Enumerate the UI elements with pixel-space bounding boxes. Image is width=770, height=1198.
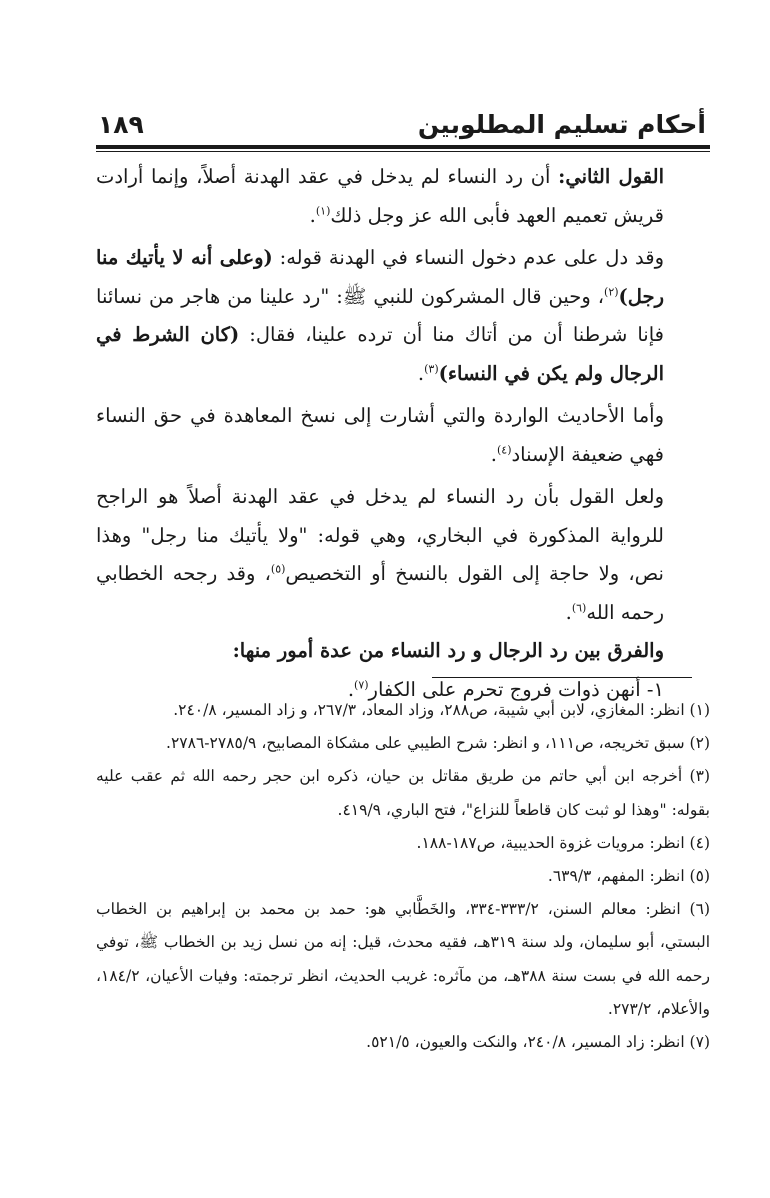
list-item-1: ١- أنهن ذوات فروج تحرم على الكفار$^{(٧)}$. <box>347 677 664 701</box>
differences-heading: والفرق بين رد الرجال و رد النساء من عدة أمور منها: <box>232 639 664 662</box>
footnote-separator <box>432 677 692 678</box>
footnote-2: (٢) سبق تخريجه، ص١١١، و انظر: شرح الطيبي على مشكاة المصابيح، ٢٧٨٥/٩-٢٧٨٦. <box>166 734 710 753</box>
paragraph-1: القول الثاني: أن رد النساء لم يدخل في عقد الهدنة أصلاً، وإنما أرادت قريش تعميم العهد فأبى الله عز وجل ذلك$^{(١)}$. <box>96 165 664 227</box>
paragraph-2: وقد دل على عدم دخول النساء في الهدنة قوله: (وعلى أنه لا يأتيك منا رجل)$^{(٢)}$، وحين قال المشركون للنبي ﷺ: "رد علينا من هاجر من نسائنا فإنا شرطنا أن من أتاك منا أن ترده علينا، فقال: (كان الشرط في الرجال ولم يكن في النساء)$^{(٣)}$. <box>96 246 665 385</box>
footnote-ref-2: (٢) <box>604 285 619 298</box>
paragraph-2-text: وقد دل على عدم دخول النساء في الهدنة قوله: <box>272 246 665 269</box>
header-rule-thick <box>96 145 710 149</box>
footnote-ref-4: (٤) <box>496 443 512 456</box>
paragraph-4-text-2: ، وقد رجحه الخطابي رحمه الله <box>96 562 664 624</box>
page-number: ١٨٩ <box>98 110 144 139</box>
footnote-ref-3: (٣) <box>424 362 439 375</box>
footnote-6: (٦) انظر: معالم السنن، ٣٣٣/٢-٣٣٤، والخَطَّابي هو: حمد بن محمد بن إبراهيم بن الخطاب البستي، أبو سليمان، ولد سنة ٣١٩هـ، فقيه محدث، قيل: إنه من نسل زيد بن الخطاب ﷺ، توفي رحمه الله في بست سنة ٣٨٨هـ، من مآثره: غريب الحديث، انظر ترجمته: وفيات الأعيان، ١٨٤/٢، والأعلام، ٢٧٣/٢. <box>96 900 710 1018</box>
main-text <box>96 158 710 709</box>
footnote-3: (٣) أخرجه ابن أبي حاتم من طريق مقاتل بن حيان، ذكره ابن حجر رحمه الله ثم عقب عليه بقوله: "وهذا لو ثبت كان قاطعاً للنزاع"، فتح الباري، ٤١٩/٩. <box>96 767 710 819</box>
footnote-ref-6: (٦) <box>571 601 587 614</box>
paragraph-4: ولعل القول بأن رد النساء لم يدخل في عقد الهدنة أصلاً هو الراجح للرواية المذكورة في البخاري، وهي قوله: "ولا يأتيك منا رجل" وهذا نص، ولا حاجة إلى القول بالنسخ أو التخصيص$^{(٥)}$، وقد رجحه الخطابي رحمه الله$^{(٦)}$. <box>96 485 664 624</box>
footnote-4: (٤) انظر: مرويات غزوة الحديبية، ص١٨٧-١٨٨. <box>416 833 710 852</box>
second-opinion-label: القول الثاني: <box>558 165 664 188</box>
paragraph-3: وأما الأحاديث الواردة والتي أشارت إلى نسخ المعاهدة في حق النساء فهي ضعيفة الإسناد$^{(٤)}$. <box>96 404 664 466</box>
paragraph-3-text: وأما الأحاديث الواردة والتي أشارت إلى نسخ المعاهدة في حق النساء فهي ضعيفة الإسناد <box>96 404 664 466</box>
footnote-ref-1: (١) <box>315 204 331 217</box>
hadith-quote-2: (كان الشرط في الرجال ولم يكن في النساء) <box>96 323 664 385</box>
footnote-5: (٥) انظر: المفهم، ٦٣٩/٣. <box>547 867 710 886</box>
paragraph-1-text: أن رد النساء لم يدخل في عقد الهدنة أصلاً، وإنما أرادت قريش تعميم العهد فأبى الله عز وجل ذلك <box>96 165 664 227</box>
page-header <box>98 108 706 144</box>
footnotes <box>96 694 710 1059</box>
running-title: أحكام تسليم المطلوبين <box>417 110 706 139</box>
footnote-7: (٧) انظر: زاد المسير، ٢٤٠/٨، والنكت والعيون، ٥٢١/٥. <box>366 1033 710 1052</box>
header-rule-thin <box>96 151 710 152</box>
footnote-1: (١) انظر: المغازي، لابن أبي شيبة، ص٢٨٨، وزاد المعاد، ٢٦٧/٣، و زاد المسير، ٢٤٠/٨. <box>173 701 710 719</box>
paragraph-4-text: ولعل القول بأن رد النساء لم يدخل في عقد الهدنة أصلاً هو الراجح للرواية المذكورة في البخاري، وهي قوله: "ولا يأتيك منا رجل" وهذا نص، ولا حاجة إلى القول بالنسخ أو التخصيص <box>96 485 664 585</box>
footnote-ref-5: (٥) <box>270 562 286 576</box>
list-item-1-text: ١- أنهن ذوات فروج تحرم على الكفار <box>368 677 664 701</box>
footnote-ref-7: (٧) <box>354 678 369 691</box>
paragraph-2-text-2: ، وحين قال المشركون للنبي ﷺ: "رد علينا من هاجر من نسائنا فإنا شرطنا أن من أتاك منا أن ترده علينا، فقال: <box>96 284 664 346</box>
hadith-quote-1: (وعلى أنه لا يأتيك منا رجل) <box>96 246 664 308</box>
